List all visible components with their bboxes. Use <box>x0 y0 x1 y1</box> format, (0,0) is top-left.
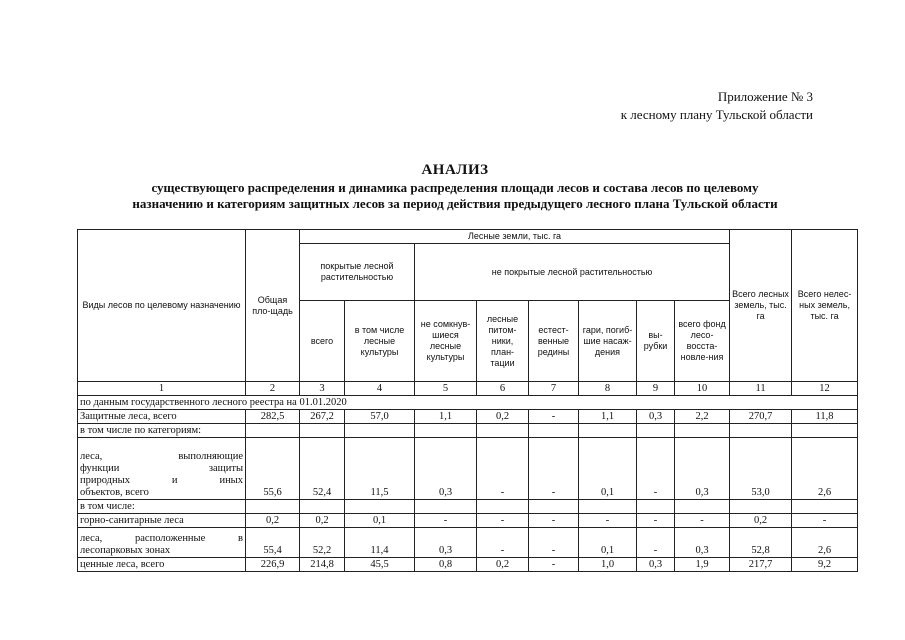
column-number: 7 <box>529 382 579 396</box>
table-row <box>78 410 858 424</box>
row-label: ценные леса, всего <box>78 558 246 572</box>
table-cell: - <box>529 528 579 558</box>
header-restoration-fund: всего фонд лесо-восста-новле-ния <box>675 301 730 382</box>
table-cell: 0,3 <box>637 558 675 572</box>
header-natural-sparse: естест-венные редины <box>529 301 579 382</box>
table-cell: 0,1 <box>345 514 415 528</box>
document-title: АНАЛИЗ <box>421 162 489 178</box>
appendix-number: Приложение № 3 <box>717 89 813 104</box>
header-burnt: гари, погиб-шие насаж-дения <box>579 301 637 382</box>
column-number: 1 <box>78 382 246 396</box>
table-cell: 0,3 <box>675 528 730 558</box>
table-cell: 53,0 <box>730 438 792 500</box>
table-cell: 226,9 <box>246 558 300 572</box>
document-subtitle-line-2: назначению и категориям защитных лесов за период действия предыдущего лесного плана Тульской области <box>132 196 778 211</box>
table-cell: 0,1 <box>579 528 637 558</box>
table-cell: - <box>637 438 675 500</box>
table-cell: 1,1 <box>415 410 477 424</box>
header-forest-type: Виды лесов по целевому назначению <box>78 230 246 382</box>
register-note: по данным государственного лесного реестра на 01.01.2020 <box>78 396 858 410</box>
appendix-reference: к лесному плану Тульской области <box>620 107 813 122</box>
table-cell: 45,5 <box>345 558 415 572</box>
table-cell: 0,2 <box>300 514 345 528</box>
header-total-forest-lands: Всего лесных земель, тыс. га <box>730 230 792 382</box>
table-cell: 55,6 <box>246 438 300 500</box>
document-subtitle-line-1: существующего распределения и динамика распределения площади лесов и состава лесов по целевому <box>151 180 759 195</box>
table-cell: - <box>579 514 637 528</box>
table-cell: 282,5 <box>246 410 300 424</box>
table-cell: - <box>529 438 579 500</box>
table-cell: 0,2 <box>477 558 529 572</box>
table-row <box>78 500 858 514</box>
row-label <box>78 438 246 500</box>
table-cell: 1,1 <box>579 410 637 424</box>
column-number: 10 <box>675 382 730 396</box>
table-cell: 217,7 <box>730 558 792 572</box>
table-cell: 11,5 <box>345 438 415 500</box>
table-cell: 214,8 <box>300 558 345 572</box>
table-row <box>78 438 858 500</box>
table-cell: - <box>529 558 579 572</box>
table-cell: 0,3 <box>415 528 477 558</box>
table-cell: 0,3 <box>675 438 730 500</box>
table-cell: - <box>637 528 675 558</box>
table-cell: - <box>415 514 477 528</box>
table-cell: 52,8 <box>730 528 792 558</box>
column-number: 8 <box>579 382 637 396</box>
table-cell: - <box>477 438 529 500</box>
row-label: Защитные леса, всего <box>78 410 246 424</box>
header-clearings: вы-рубки <box>637 301 675 382</box>
column-number-row <box>78 382 858 396</box>
column-number: 12 <box>792 382 858 396</box>
table-cell: - <box>792 514 858 528</box>
table-cell: 267,2 <box>300 410 345 424</box>
column-number: 4 <box>345 382 415 396</box>
table-row <box>78 558 858 572</box>
table-cell: 0,3 <box>637 410 675 424</box>
table-cell: 270,7 <box>730 410 792 424</box>
header-forest-lands: Лесные земли, тыс. га <box>300 230 730 244</box>
row-label-line: леса, выполняющие <box>80 451 243 462</box>
header-covered-total: всего <box>300 301 345 382</box>
column-number: 5 <box>415 382 477 396</box>
column-number: 2 <box>246 382 300 396</box>
header-total-nonforest-lands: Всего нелес-ных земель, тыс. га <box>792 230 858 382</box>
table-cell: 0,1 <box>579 438 637 500</box>
document-heading <box>60 160 850 212</box>
table-cell: - <box>529 514 579 528</box>
column-number: 3 <box>300 382 345 396</box>
table-row <box>78 424 858 438</box>
table-cell: - <box>529 410 579 424</box>
table-cell: - <box>477 528 529 558</box>
table-cell: 9,2 <box>792 558 858 572</box>
table-cell: 0,8 <box>415 558 477 572</box>
appendix-note <box>621 88 813 124</box>
row-label-line: функции защиты <box>80 463 243 474</box>
column-number: 6 <box>477 382 529 396</box>
table-cell: 52,2 <box>300 528 345 558</box>
table-cell: 52,4 <box>300 438 345 500</box>
table-cell: 1,0 <box>579 558 637 572</box>
table-cell: - <box>637 514 675 528</box>
column-number: 11 <box>730 382 792 396</box>
table-cell: 0,3 <box>415 438 477 500</box>
row-label <box>78 528 246 558</box>
row-label-line: природных и иных <box>80 475 243 486</box>
forest-distribution-table <box>77 229 858 572</box>
table-cell: 0,2 <box>246 514 300 528</box>
table-cell: 0,2 <box>477 410 529 424</box>
header-nurseries: лесные питом-ники, план-тации <box>477 301 529 382</box>
table-row <box>78 514 858 528</box>
table-cell: 2,2 <box>675 410 730 424</box>
header-forest-cultures: в том числе лесные культуры <box>345 301 415 382</box>
table-cell: 11,4 <box>345 528 415 558</box>
header-total-area: Общая пло-щадь <box>246 230 300 382</box>
table-cell: 55,4 <box>246 528 300 558</box>
table-cell: 57,0 <box>345 410 415 424</box>
table-cell: 2,6 <box>792 528 858 558</box>
header-not-covered: не покрытые лесной растительностью <box>415 244 730 301</box>
header-covered: покрытые лесной растительностью <box>300 244 415 301</box>
row-label: в том числе по категориям: <box>78 424 246 438</box>
table-cell: 11,8 <box>792 410 858 424</box>
table-row <box>78 528 858 558</box>
row-label-line: объектов, всего <box>80 487 149 498</box>
header-unclosed-cultures: не сомкнув-шиеся лесные культуры <box>415 301 477 382</box>
row-label: в том числе: <box>78 500 246 514</box>
row-label: горно-санитарные леса <box>78 514 246 528</box>
table-cell: 2,6 <box>792 438 858 500</box>
row-label-line: лесопарковых зонах <box>80 545 171 556</box>
table-cell: - <box>675 514 730 528</box>
table-cell: - <box>477 514 529 528</box>
column-number: 9 <box>637 382 675 396</box>
register-note-row <box>78 396 858 410</box>
table-cell: 0,2 <box>730 514 792 528</box>
row-label-line: леса, расположенные в <box>80 533 243 544</box>
table-cell: 1,9 <box>675 558 730 572</box>
